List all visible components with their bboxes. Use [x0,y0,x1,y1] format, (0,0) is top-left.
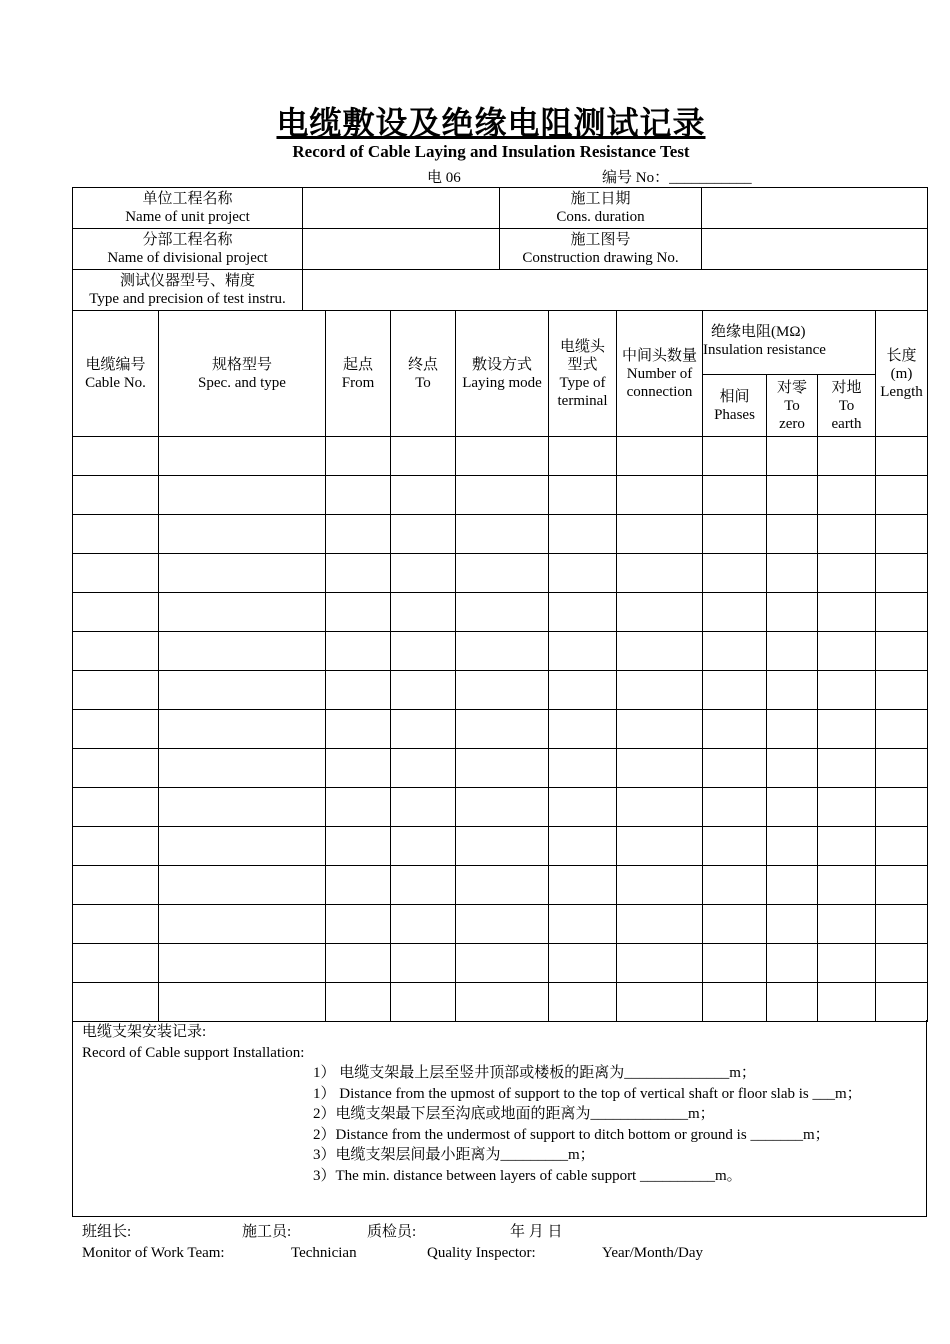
table-cell[interactable] [617,710,703,749]
technician-label-cn: 施工员: [242,1224,292,1240]
table-cell[interactable] [617,944,703,983]
monitor-label-cn: 班组长: [82,1224,132,1240]
table-cell[interactable] [159,749,326,788]
table-cell[interactable] [818,944,876,983]
table-row [73,710,928,749]
table-cell[interactable] [326,476,391,515]
table-cell[interactable] [73,476,159,515]
table-cell[interactable] [703,554,767,593]
table-row [73,593,928,632]
table-cell[interactable] [876,593,928,632]
table-cell[interactable] [876,671,928,710]
table-cell[interactable] [159,710,326,749]
table-cell[interactable] [391,476,456,515]
col-spec: 规格型号 Spec. and type [159,311,326,437]
table-cell[interactable] [767,437,818,476]
table-cell[interactable] [818,632,876,671]
table-cell[interactable] [876,983,928,1022]
table-row [73,671,928,710]
installation-label: 电缆支架安装记录: Record of Cable support Installation: [82,1024,305,1061]
table-cell[interactable] [767,827,818,866]
table-cell[interactable] [549,437,617,476]
col-terminal-type: 电缆头型式 Type of terminal [549,311,617,437]
table-row [73,632,928,671]
table-cell[interactable] [456,866,549,905]
installation-item-1-cn[interactable]: 1） 电缆支架最上层至竖井顶部或楼板的距离为______________m； [313,1065,756,1081]
table-cell[interactable] [391,671,456,710]
table-cell[interactable] [549,905,617,944]
col-connection-count: 中间头数量 Number of connection [617,311,703,437]
table-cell[interactable] [703,515,767,554]
table-cell[interactable] [767,515,818,554]
table-cell[interactable] [73,593,159,632]
table-row [73,515,928,554]
table-row [73,437,928,476]
inspector-label-cn: 质检员: [367,1224,417,1240]
table-cell[interactable] [391,983,456,1022]
table-cell[interactable] [456,632,549,671]
table-cell[interactable] [326,827,391,866]
table-cell[interactable] [159,944,326,983]
table-cell[interactable] [818,710,876,749]
table-row [73,554,928,593]
installation-item-3-en[interactable]: 3）The min. distance between layers of cable support __________m。 [313,1167,742,1184]
unit-project-value[interactable] [303,188,500,229]
table-row [73,983,928,1022]
table-cell[interactable] [818,827,876,866]
col-cable-no: 电缆编号 Cable No. [73,311,159,437]
cable-support-installation [72,1020,927,1217]
table-cell[interactable] [391,905,456,944]
table-cell[interactable] [703,593,767,632]
installation-item-2-en[interactable]: 2）Distance from the undermost of support to ditch bottom or ground is _______m； [313,1126,830,1143]
table-cell[interactable] [73,710,159,749]
table-cell[interactable] [73,905,159,944]
table-cell[interactable] [876,554,928,593]
table-cell[interactable] [549,476,617,515]
table-cell[interactable] [876,866,928,905]
table-cell[interactable] [703,671,767,710]
table-cell[interactable] [549,827,617,866]
table-cell[interactable] [456,905,549,944]
technician-label-en: Technician [291,1245,357,1261]
table-cell[interactable] [549,944,617,983]
table-cell[interactable] [703,905,767,944]
installation-item-1-en[interactable]: 1） Distance from the upmost of support to the top of vertical shaft or floor slab is ___m； [313,1085,862,1102]
table-cell[interactable] [876,827,928,866]
table-row [73,476,928,515]
table-cell[interactable] [326,554,391,593]
table-row [73,944,928,983]
table-cell[interactable] [391,749,456,788]
table-row [73,866,928,905]
table-cell[interactable] [818,515,876,554]
table-cell[interactable] [549,866,617,905]
cable-record-table [72,310,928,1022]
table-cell[interactable] [876,788,928,827]
table-cell[interactable] [159,632,326,671]
table-cell[interactable] [73,827,159,866]
table-cell[interactable] [818,671,876,710]
table-cell[interactable] [767,671,818,710]
table-cell[interactable] [818,905,876,944]
table-cell[interactable] [876,476,928,515]
table-cell[interactable] [391,788,456,827]
table-cell[interactable] [73,515,159,554]
table-cell[interactable] [326,632,391,671]
table-cell[interactable] [818,476,876,515]
table-cell[interactable] [159,905,326,944]
table-cell[interactable] [876,749,928,788]
table-cell[interactable] [549,749,617,788]
table-cell[interactable] [456,554,549,593]
table-cell[interactable] [326,710,391,749]
table-cell[interactable] [549,515,617,554]
table-cell[interactable] [703,827,767,866]
table-cell[interactable] [549,632,617,671]
col-laying-mode: 敷设方式 Laying mode [456,311,549,437]
table-cell[interactable] [703,632,767,671]
drawing-no-label: 施工图号 Construction drawing No. [500,229,702,270]
table-cell[interactable] [391,632,456,671]
col-length: 长度 (m) Length [876,311,928,437]
table-cell[interactable] [549,710,617,749]
table-cell[interactable] [876,944,928,983]
table-row [73,749,928,788]
unit-project-label: 单位工程名称 Name of unit project [73,188,303,229]
form-code: 电 06 [427,170,461,186]
drawing-no-value[interactable] [702,229,928,270]
table-cell[interactable] [456,437,549,476]
table-cell[interactable] [617,788,703,827]
table-cell[interactable] [391,515,456,554]
monitor-label-en: Monitor of Work Team: [82,1245,225,1261]
table-cell[interactable] [159,554,326,593]
table-cell[interactable] [456,983,549,1022]
table-cell[interactable] [617,827,703,866]
table-cell[interactable] [617,983,703,1022]
table-cell[interactable] [876,632,928,671]
table-cell[interactable] [326,515,391,554]
table-cell[interactable] [876,905,928,944]
table-cell[interactable] [391,437,456,476]
table-cell[interactable] [391,593,456,632]
table-cell[interactable] [818,866,876,905]
table-cell[interactable] [326,671,391,710]
table-cell[interactable] [767,866,818,905]
col-to-zero: 对零 To zero [767,375,818,437]
col-from: 起点 From [326,311,391,437]
installation-items [313,1063,917,1186]
table-cell[interactable] [767,905,818,944]
table-cell[interactable] [73,866,159,905]
table-cell[interactable] [818,554,876,593]
table-cell[interactable] [818,749,876,788]
table-cell[interactable] [73,671,159,710]
table-cell[interactable] [617,749,703,788]
table-cell[interactable] [456,710,549,749]
page-subtitle: Record of Cable Laying and Insulation Resistance Test [292,142,690,161]
table-cell[interactable] [159,671,326,710]
installation-item-3-cn[interactable]: 3）电缆支架层间最小距离为_________m； [313,1147,595,1163]
table-cell[interactable] [326,749,391,788]
table-cell[interactable] [549,671,617,710]
col-to: 终点 To [391,311,456,437]
table-cell[interactable] [391,710,456,749]
date-label-en: Year/Month/Day [602,1245,703,1261]
table-cell[interactable] [159,437,326,476]
table-cell[interactable] [617,632,703,671]
table-cell[interactable] [159,593,326,632]
table-cell[interactable] [159,866,326,905]
cons-duration-value[interactable] [702,188,928,229]
table-cell[interactable] [767,749,818,788]
table-cell[interactable] [818,983,876,1022]
table-cell[interactable] [617,671,703,710]
table-cell[interactable] [73,788,159,827]
table-cell[interactable] [456,827,549,866]
table-cell[interactable] [549,554,617,593]
table-cell[interactable] [326,437,391,476]
table-cell[interactable] [617,515,703,554]
table-cell[interactable] [391,866,456,905]
date-label-cn: 年 月 日 [510,1224,563,1240]
table-cell[interactable] [391,944,456,983]
col-phases: 相间 Phases [703,375,767,437]
table-cell[interactable] [818,593,876,632]
project-info-table [72,187,928,311]
table-row [73,905,928,944]
table-cell[interactable] [326,788,391,827]
table-cell[interactable] [456,671,549,710]
table-cell[interactable] [326,593,391,632]
table-cell[interactable] [326,944,391,983]
table-cell[interactable] [703,476,767,515]
col-insulation-resistance: 绝缘电阻(MΩ) Insulation resistance [703,311,876,375]
table-cell[interactable] [326,905,391,944]
table-cell[interactable] [73,944,159,983]
table-cell[interactable] [159,788,326,827]
table-cell[interactable] [818,788,876,827]
table-cell[interactable] [767,710,818,749]
table-cell[interactable] [703,710,767,749]
table-cell[interactable] [703,983,767,1022]
table-cell[interactable] [617,476,703,515]
table-cell[interactable] [767,554,818,593]
table-cell[interactable] [326,866,391,905]
table-cell[interactable] [818,437,876,476]
table-cell[interactable] [391,827,456,866]
record-rows [73,437,928,1022]
table-cell[interactable] [549,983,617,1022]
table-cell[interactable] [703,749,767,788]
test-instrument-label: 测试仪器型号、精度 Type and precision of test instru. [73,270,303,311]
table-cell[interactable] [617,866,703,905]
table-cell[interactable] [767,983,818,1022]
table-cell[interactable] [767,593,818,632]
table-cell[interactable] [159,827,326,866]
divisional-project-value[interactable] [303,229,500,270]
table-cell[interactable] [456,944,549,983]
table-cell[interactable] [549,788,617,827]
table-cell[interactable] [391,554,456,593]
table-cell[interactable] [73,983,159,1022]
table-cell[interactable] [549,593,617,632]
inspector-label-en: Quality Inspector: [427,1245,536,1261]
table-cell[interactable] [456,593,549,632]
table-cell[interactable] [876,515,928,554]
table-cell[interactable] [456,749,549,788]
table-cell[interactable] [767,476,818,515]
table-cell[interactable] [703,944,767,983]
table-row [73,827,928,866]
table-cell[interactable] [73,749,159,788]
serial-number-field[interactable]: 编号 No：___________ [602,170,752,186]
table-cell[interactable] [456,476,549,515]
table-cell[interactable] [876,710,928,749]
table-cell[interactable] [703,866,767,905]
divisional-project-label: 分部工程名称 Name of divisional project [73,229,303,270]
test-instrument-value[interactable] [303,270,928,311]
table-cell[interactable] [73,554,159,593]
cons-duration-label: 施工日期 Cons. duration [500,188,702,229]
installation-item-2-cn[interactable]: 2）电缆支架最下层至沟底或地面的距离为_____________m； [313,1106,715,1122]
table-cell[interactable] [456,515,549,554]
table-cell[interactable] [73,437,159,476]
table-cell[interactable] [159,983,326,1022]
table-cell[interactable] [73,632,159,671]
table-cell[interactable] [617,437,703,476]
table-row [73,788,928,827]
table-cell[interactable] [703,437,767,476]
table-cell[interactable] [617,554,703,593]
table-cell[interactable] [767,788,818,827]
table-cell[interactable] [326,983,391,1022]
table-cell[interactable] [767,944,818,983]
table-cell[interactable] [703,788,767,827]
table-cell[interactable] [876,437,928,476]
table-cell[interactable] [767,632,818,671]
col-to-earth: 对地 To earth [818,375,876,437]
table-cell[interactable] [159,515,326,554]
table-cell[interactable] [456,788,549,827]
page-title: 电缆敷设及绝缘电阻测试记录 [276,105,706,141]
table-cell[interactable] [617,593,703,632]
table-cell[interactable] [159,476,326,515]
table-cell[interactable] [617,905,703,944]
